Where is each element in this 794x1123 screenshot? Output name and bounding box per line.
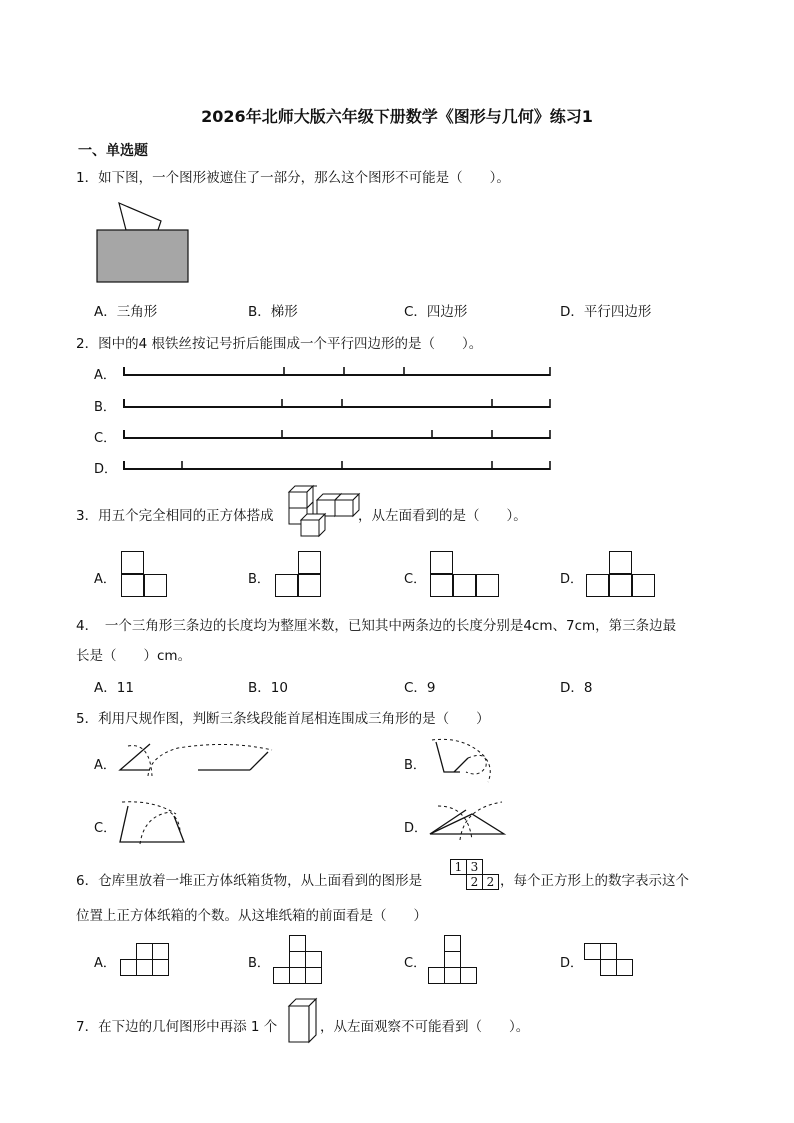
q6-label-d[interactable]: D．	[560, 956, 584, 971]
q2-wire-b	[120, 396, 555, 410]
q5-label-c[interactable]: C．	[94, 821, 117, 836]
q2-label-a[interactable]: A．	[94, 368, 116, 383]
top-view-cell-2: 3	[466, 859, 483, 875]
q1-figure	[96, 200, 191, 284]
question-2-text: 2．图中的4 根铁丝按记号折后能围成一个平行四边形的是（ ）。	[76, 336, 483, 352]
q1-option-b[interactable]: B．梯形	[248, 304, 298, 320]
q5-option-b-figure[interactable]	[428, 736, 508, 784]
q1-option-a[interactable]: A．三角形	[94, 304, 158, 320]
q2-wire-d	[120, 458, 555, 472]
q3-cube-figure	[287, 486, 357, 540]
top-view-cell-1: 1	[450, 859, 467, 875]
q4-option-a[interactable]: A．11	[94, 680, 134, 696]
q5-option-d-figure[interactable]	[428, 800, 508, 846]
question-5-text: 5．利用尺规作图，判断三条线段能首尾相连围成三角形的是（ ）	[76, 711, 490, 727]
section-heading: 一、单选题	[78, 143, 148, 159]
q3-label-b[interactable]: B．	[248, 572, 270, 587]
question-7-text-before: 7．在下边的几何图形中再添 1 个	[76, 1019, 278, 1035]
q4-option-b[interactable]: B．10	[248, 680, 288, 696]
q2-label-d[interactable]: D．	[94, 462, 118, 477]
question-6-line-2: 位置上正方体纸箱的个数。从这堆纸箱的前面看是（ ）	[76, 908, 427, 924]
q6-label-c[interactable]: C．	[404, 956, 427, 971]
q3-label-a[interactable]: A．	[94, 572, 116, 587]
q5-label-b[interactable]: B．	[404, 758, 426, 773]
q5-label-a[interactable]: A．	[94, 758, 116, 773]
question-4-line-1: 4． 一个三角形三条边的长度均为整厘米数，已知其中两条边的长度分别是4cm、7cm，第三条边最	[76, 618, 677, 634]
question-6-text-after: ，每个正方形上的数字表示这个	[500, 873, 689, 889]
q4-option-c[interactable]: C．9	[404, 680, 436, 696]
q1-option-d[interactable]: D．平行四边形	[560, 304, 652, 320]
q2-label-b[interactable]: B．	[94, 400, 116, 415]
q5-option-a-figure[interactable]	[118, 736, 278, 784]
q2-label-c[interactable]: C．	[94, 431, 117, 446]
q2-wire-c	[120, 427, 555, 441]
q4-option-d[interactable]: D．8	[560, 680, 593, 696]
q6-label-b[interactable]: B．	[248, 956, 270, 971]
q3-label-d[interactable]: D．	[560, 572, 584, 587]
question-3-text-before: 3．用五个完全相同的正方体搭成	[76, 508, 274, 524]
q3-label-c[interactable]: C．	[404, 572, 427, 587]
question-1-text: 1．如下图，一个图形被遮住了一部分，那么这个图形不可能是（ ）。	[76, 170, 510, 186]
q2-wire-a	[120, 364, 555, 378]
top-view-cell-3: 2	[466, 874, 483, 890]
page-title: 2026年北师大版六年级下册数学《图形与几何》练习1	[201, 107, 593, 126]
q7-cuboid-figure	[288, 998, 318, 1044]
top-view-cell-4: 2	[482, 874, 499, 890]
q5-label-d[interactable]: D．	[404, 821, 428, 836]
q6-label-a[interactable]: A．	[94, 956, 116, 971]
question-4-line-2: 长是（ ）cm。	[76, 648, 192, 664]
q1-option-c[interactable]: C．四边形	[404, 304, 468, 320]
question-7-text-after: ，从左面观察不可能看到（ ）。	[320, 1019, 530, 1035]
question-6-text-before: 6．仓库里放着一堆正方体纸箱货物，从上面看到的图形是	[76, 873, 423, 889]
q5-option-c-figure[interactable]	[118, 800, 198, 846]
question-3-text-after: ，从左面看到的是（ ）。	[358, 508, 527, 524]
